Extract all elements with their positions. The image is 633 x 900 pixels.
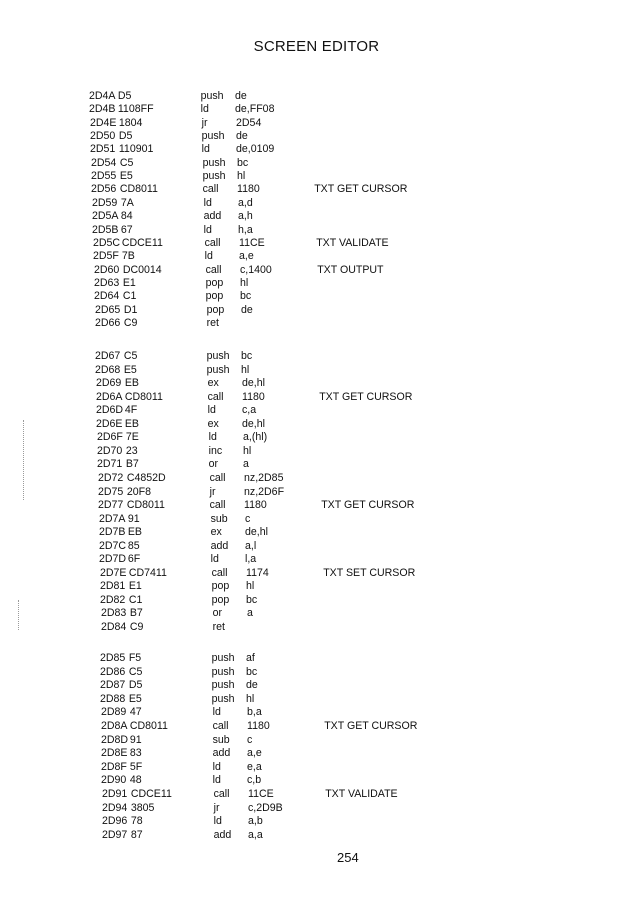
hex-bytes: 1804: [118, 116, 143, 129]
mnemonic: call: [203, 183, 219, 196]
address: 2D96: [101, 815, 128, 828]
hex-bytes: 4F: [125, 404, 138, 417]
mnemonic: ld: [204, 250, 214, 263]
operand: 1180: [237, 183, 261, 196]
operand: hl: [239, 276, 249, 289]
hex-bytes: EB: [127, 526, 142, 539]
operand: de,hl: [244, 526, 268, 539]
mnemonic: pop: [211, 580, 230, 593]
comment: TXT OUTPUT: [316, 263, 384, 276]
hex-bytes: CDCE11: [121, 236, 163, 249]
operand: b,a: [246, 706, 262, 719]
mnemonic: add: [210, 539, 229, 552]
address: 2D8F: [101, 760, 128, 773]
address: 2D81: [100, 580, 126, 593]
hex-bytes: 91: [127, 512, 140, 525]
operand: 1180: [246, 720, 270, 732]
mnemonic: ld: [213, 774, 222, 787]
hex-bytes: E5: [124, 363, 138, 376]
comment: TXT SET CURSOR: [322, 566, 415, 579]
address: 2D54: [90, 156, 117, 169]
mnemonic: ld: [200, 103, 210, 116]
address: 2D82: [100, 593, 126, 606]
operand: c,2D9B: [247, 801, 283, 814]
address: 2D67: [95, 350, 121, 362]
mnemonic: jr: [209, 485, 216, 498]
comment: TXT GET CURSOR: [319, 390, 413, 403]
operand: a: [243, 458, 250, 471]
hex-bytes: C9: [129, 621, 144, 633]
mnemonic: call: [212, 720, 229, 732]
operand: de: [246, 679, 259, 692]
address: 2D5F: [93, 250, 120, 263]
hex-bytes: CD8011: [120, 183, 159, 196]
mnemonic: push: [206, 363, 230, 376]
address: 2D70: [97, 444, 123, 457]
mnemonic: push: [211, 652, 235, 664]
operand: hl: [243, 444, 252, 457]
hex-bytes: B7: [129, 607, 143, 620]
operand: bc: [246, 593, 258, 606]
operand: de,FF08: [235, 103, 275, 116]
operand: a,e: [247, 747, 262, 760]
address: 2D86: [100, 665, 126, 678]
hex-bytes: CDCE11: [130, 788, 172, 800]
mnemonic: ld: [208, 431, 217, 444]
mnemonic: inc: [208, 444, 223, 457]
hex-bytes: D5: [117, 90, 132, 102]
address: 2D88: [100, 692, 126, 705]
mnemonic: push: [202, 156, 226, 169]
mnemonic: call: [205, 263, 221, 276]
address: 2D5A: [92, 210, 119, 223]
operand: de,hl: [242, 417, 266, 430]
operand: c,a: [242, 404, 257, 417]
hex-bytes: E5: [119, 170, 133, 183]
operand: a,l: [245, 539, 257, 552]
operand: a,a: [248, 828, 263, 841]
mnemonic: ex: [208, 417, 220, 430]
hex-bytes: 48: [130, 774, 143, 787]
mnemonic: add: [203, 210, 222, 223]
address: 2D5B: [92, 223, 119, 236]
address: 2D59: [91, 196, 118, 209]
hex-bytes: 23: [125, 444, 138, 457]
address: 2D8E: [101, 747, 128, 760]
mnemonic: ld: [213, 815, 222, 828]
operand: l,a: [245, 553, 257, 566]
address: 2D72: [97, 471, 123, 484]
mnemonic: add: [213, 828, 232, 841]
operand: 11CE: [247, 788, 274, 800]
mnemonic: or: [208, 458, 219, 471]
address: 2D8A: [100, 720, 128, 732]
mnemonic: pop: [205, 290, 224, 303]
operand: hl: [246, 692, 255, 705]
address: 2D7C: [99, 539, 127, 552]
operand: de,hl: [241, 377, 265, 390]
operand: de: [240, 303, 253, 316]
address: 2D75: [97, 485, 124, 498]
address: 2D7A: [98, 512, 126, 525]
operand: nz,2D6F: [243, 485, 285, 498]
hex-bytes: 1108FF: [118, 103, 154, 116]
address: 2D6D: [96, 404, 124, 417]
address: 2D85: [100, 652, 126, 664]
mnemonic: ex: [210, 526, 222, 539]
operand: 1180: [241, 390, 265, 403]
page-number: 254: [337, 850, 359, 865]
hex-bytes: 87: [130, 828, 143, 841]
address: 2D8D: [100, 733, 129, 746]
hex-bytes: C5: [128, 665, 143, 678]
mnemonic: ld: [201, 143, 211, 156]
comment: TXT VALIDATE: [316, 236, 389, 249]
mnemonic: call: [209, 499, 226, 512]
mnemonic: push: [206, 350, 230, 362]
address: 2D83: [100, 607, 126, 620]
hex-bytes: 47: [129, 706, 142, 719]
hex-bytes: 84: [120, 210, 133, 223]
hex-bytes: E5: [129, 692, 143, 705]
address: 2D60: [93, 263, 119, 276]
hex-bytes: F5: [128, 652, 142, 664]
address: 2D69: [95, 377, 121, 390]
address: 2D91: [101, 788, 127, 800]
address: 2D56: [91, 183, 117, 196]
mnemonic: push: [200, 90, 224, 102]
mnemonic: ld: [207, 404, 217, 417]
hex-bytes: 5F: [130, 760, 143, 773]
hex-bytes: 7E: [125, 431, 139, 444]
operand: de,0109: [236, 143, 275, 156]
operand: a,h: [238, 210, 253, 223]
hex-bytes: C5: [119, 156, 134, 169]
hex-bytes: 67: [121, 223, 134, 236]
address: 2D7E: [99, 566, 127, 579]
hex-bytes: 7B: [121, 250, 135, 263]
address: 2D65: [94, 303, 120, 316]
hex-bytes: DC0014: [122, 263, 162, 276]
operand: de: [236, 130, 248, 143]
address: 2D94: [101, 801, 128, 814]
address: 2D7B: [98, 526, 126, 539]
address: 2D90: [101, 774, 127, 787]
hex-bytes: 20F8: [126, 485, 151, 498]
operand: hl: [241, 363, 250, 376]
mnemonic: sub: [212, 733, 230, 746]
mnemonic: jr: [201, 116, 208, 129]
operand: hl: [246, 580, 255, 593]
hex-bytes: B7: [126, 458, 140, 471]
operand: bc: [240, 290, 252, 303]
comment: TXT VALIDATE: [324, 788, 398, 800]
hex-bytes: 78: [130, 815, 143, 828]
mnemonic: call: [204, 236, 221, 249]
margin-dots: [23, 420, 24, 500]
mnemonic: ld: [212, 760, 222, 773]
operand: c,b: [247, 774, 262, 787]
mnemonic: call: [207, 390, 224, 403]
hex-bytes: EB: [124, 377, 139, 390]
mnemonic: push: [211, 665, 235, 678]
hex-bytes: E1: [122, 276, 136, 289]
address: 2D50: [90, 130, 116, 143]
mnemonic: push: [212, 692, 236, 705]
address: 2D4B: [89, 103, 116, 116]
mnemonic: call: [213, 788, 230, 800]
address: 2D64: [94, 290, 120, 303]
address: 2D87: [100, 679, 126, 692]
operand: bc: [246, 665, 258, 678]
hex-bytes: 85: [128, 539, 140, 552]
hex-bytes: 6F: [128, 553, 141, 566]
hex-bytes: 83: [129, 747, 142, 760]
operand: c: [244, 512, 250, 525]
mnemonic: or: [212, 607, 222, 620]
operand: a,d: [237, 196, 253, 209]
operand: 1174: [245, 566, 269, 579]
address: 2D66: [94, 316, 121, 329]
address: 2D55: [91, 170, 117, 183]
hex-bytes: D5: [129, 679, 143, 692]
address: 2D5C: [92, 236, 120, 249]
page-title: SCREEN EDITOR: [253, 38, 380, 55]
mnemonic: pop: [206, 303, 224, 316]
operand: de: [235, 90, 247, 102]
address: 2D7D: [99, 553, 127, 566]
address: 2D84: [100, 621, 127, 633]
comment: TXT GET CURSOR: [314, 183, 408, 196]
hex-bytes: D1: [123, 303, 137, 316]
operand: 11CE: [238, 236, 265, 249]
operand: bc: [236, 156, 248, 169]
margin-dots: [18, 600, 19, 630]
mnemonic: ret: [212, 621, 225, 633]
hex-bytes: C1: [123, 290, 137, 303]
operand: a: [246, 607, 253, 620]
hex-bytes: EB: [125, 417, 140, 430]
mnemonic: push: [202, 170, 226, 183]
mnemonic: push: [201, 130, 225, 143]
operand: a,e: [239, 250, 254, 263]
address: 2D71: [97, 458, 123, 471]
mnemonic: add: [212, 747, 231, 760]
hex-bytes: D5: [118, 130, 133, 143]
address: 2D51: [90, 143, 116, 156]
hex-bytes: 91: [129, 733, 142, 746]
operand: h,a: [238, 223, 254, 236]
address: 2D97: [102, 828, 128, 841]
operand: e,a: [247, 760, 263, 773]
mnemonic: ld: [203, 196, 212, 209]
mnemonic: sub: [210, 512, 228, 525]
mnemonic: pop: [211, 593, 230, 606]
hex-bytes: CD7411: [128, 566, 167, 579]
hex-bytes: E1: [128, 580, 142, 593]
operand: 1180: [244, 499, 268, 512]
hex-bytes: 7A: [120, 196, 134, 209]
hex-bytes: 3805: [130, 801, 155, 814]
operand: c: [246, 733, 253, 746]
hex-bytes: CD8011: [124, 390, 163, 403]
mnemonic: jr: [213, 801, 220, 814]
mnemonic: call: [209, 471, 226, 484]
hex-bytes: 110901: [119, 143, 154, 156]
mnemonic: pop: [205, 276, 224, 289]
operand: 2D54: [235, 116, 262, 129]
hex-bytes: C4852D: [126, 471, 166, 484]
hex-bytes: C5: [123, 350, 138, 362]
address: 2D6F: [96, 431, 123, 444]
mnemonic: ld: [204, 223, 213, 236]
mnemonic: ld: [212, 706, 221, 719]
address: 2D63: [93, 276, 120, 289]
address: 2D4A: [89, 90, 116, 102]
operand: c,1400: [239, 263, 272, 276]
hex-bytes: CD8011: [127, 499, 166, 512]
hex-bytes: C9: [123, 316, 138, 329]
operand: hl: [237, 170, 246, 183]
mnemonic: ex: [207, 377, 219, 390]
operand: a,(hl): [242, 431, 267, 444]
address: 2D89: [100, 706, 126, 719]
address: 2D77: [98, 499, 124, 512]
operand: nz,2D85: [243, 471, 284, 484]
address: 2D4E: [89, 116, 117, 129]
mnemonic: ret: [206, 316, 219, 329]
comment: TXT GET CURSOR: [324, 720, 418, 732]
address: 2D6A: [95, 390, 123, 403]
mnemonic: ld: [211, 553, 220, 566]
hex-bytes: CD8011: [129, 720, 168, 732]
address: 2D6E: [96, 417, 123, 430]
mnemonic: call: [211, 566, 228, 579]
address: 2D68: [95, 363, 121, 376]
comment: TXT GET CURSOR: [321, 499, 415, 512]
operand: bc: [241, 350, 253, 362]
hex-bytes: C1: [129, 593, 143, 606]
operand: af: [246, 652, 255, 664]
mnemonic: push: [211, 679, 235, 692]
operand: a,b: [247, 815, 263, 828]
